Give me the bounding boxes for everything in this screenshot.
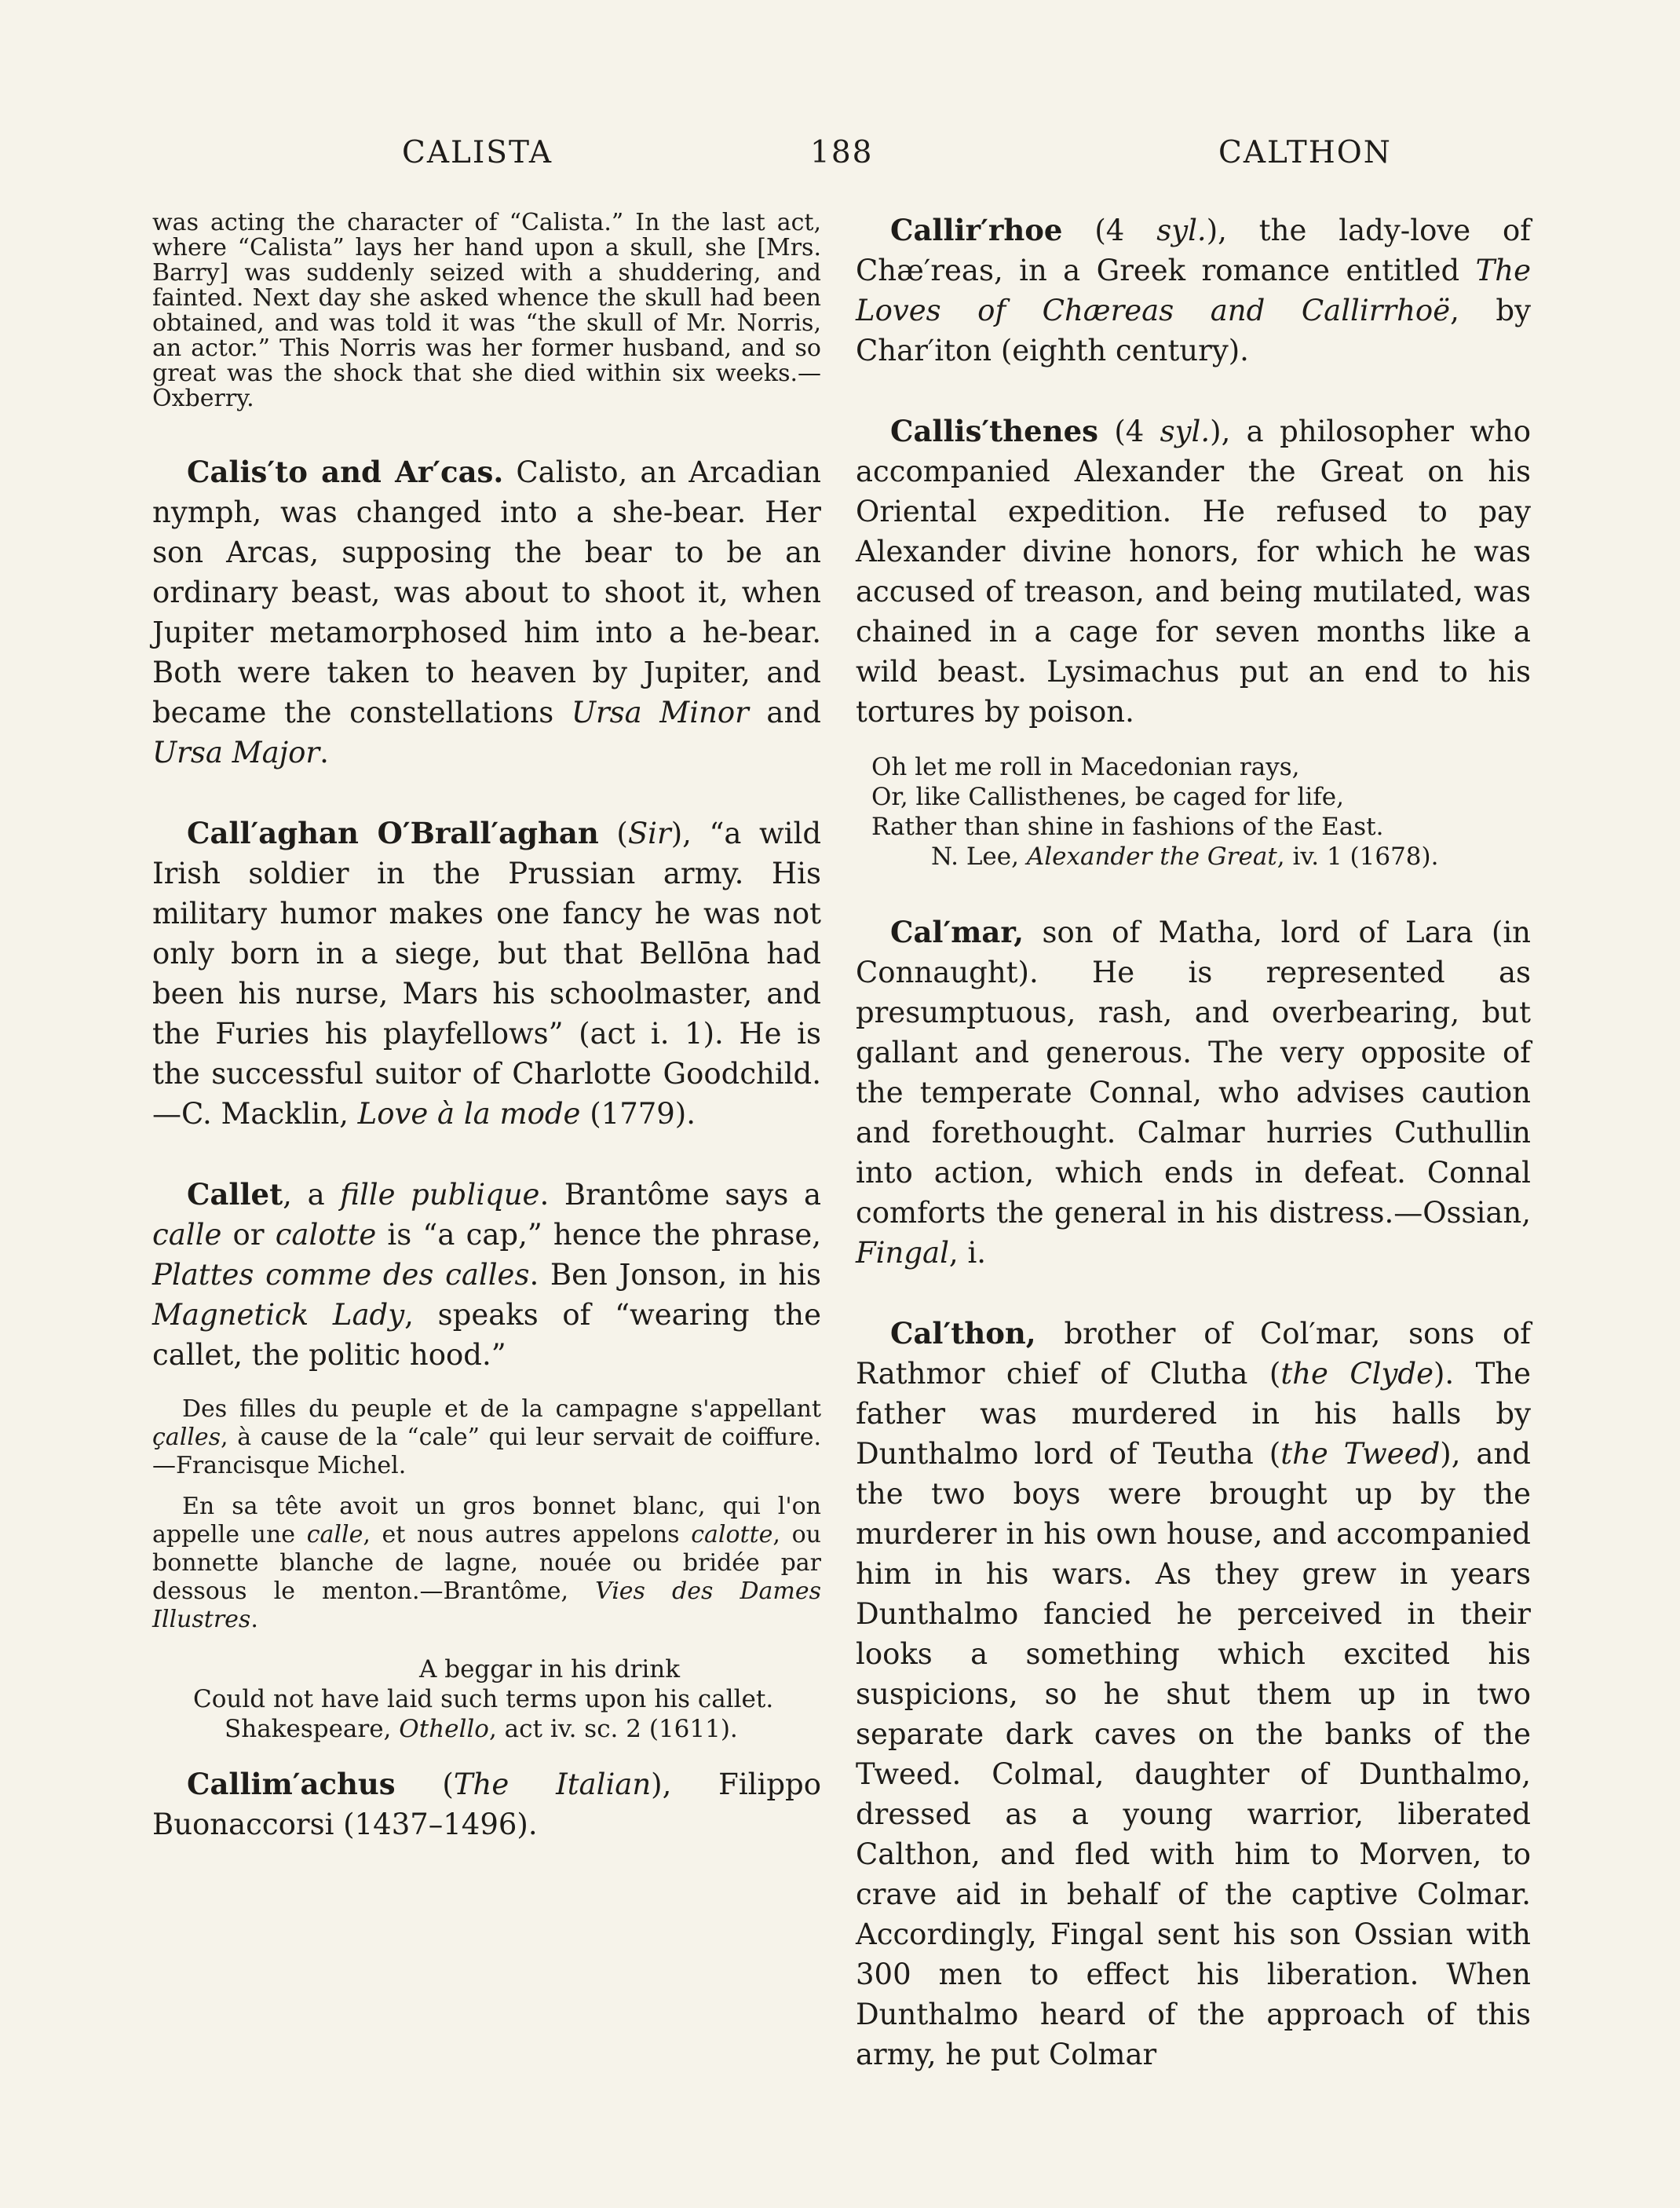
calisto-and: and bbox=[748, 696, 821, 729]
callisthenes-syl-open: (4 bbox=[1097, 415, 1160, 448]
calmar-title: Fingal bbox=[856, 1236, 949, 1270]
callimachus-close: ), bbox=[651, 1767, 719, 1801]
headword-callet: Callet bbox=[187, 1177, 283, 1212]
right-column bbox=[856, 210, 1531, 2075]
headword-calthon: Cal′thon, bbox=[890, 1316, 1036, 1351]
verse1-cite-b: Othello bbox=[399, 1715, 489, 1743]
quote2-a: En sa tête avoit un gros bonnet blanc, qui l'on appelle une bbox=[152, 1493, 821, 1548]
quote1-c: , à cause de la “cale” qui leur servait de coiffure.—Francisque Michel. bbox=[152, 1424, 821, 1479]
calisto-italic-2: Ursa Major bbox=[152, 736, 320, 770]
verse2-line2: Or, like Callisthenes, be caged for life, bbox=[871, 783, 1344, 811]
callet-t4: . Ben Jonson, in his bbox=[529, 1258, 821, 1292]
calisto-italic-1: Ursa Minor bbox=[571, 696, 749, 729]
callaghan-sir: Sir bbox=[627, 817, 671, 850]
entry-callaghan bbox=[152, 813, 821, 1134]
quote2-g: . bbox=[250, 1606, 258, 1633]
verse2-cite-b: Alexander the Great bbox=[1026, 843, 1277, 871]
callisthenes-syl: syl. bbox=[1160, 415, 1211, 448]
callaghan-sir-close: ), bbox=[670, 817, 710, 850]
callirrhoe-syl: syl. bbox=[1156, 214, 1207, 247]
running-header bbox=[0, 135, 1680, 182]
callet-lady: Magnetick Lady bbox=[152, 1298, 405, 1332]
callirrhoe-text: the lady-love of Chæ′reas, in a Greek romance entitled bbox=[856, 214, 1531, 287]
callet-calle: calle bbox=[152, 1218, 222, 1252]
callet-calotte: calotte bbox=[275, 1218, 377, 1252]
calthon-tweed: the Tweed bbox=[1280, 1437, 1441, 1471]
entry-calista-continuation: was acting the character of “Calista.” In the last act, where “Calista” lays her hand upon a skull, she [Mrs. Barry] was suddenly seized with a shuddering, and fainted. Next day she asked whence the skull had been obtained, and was told it was “the skull of Mr. Norris, an actor.” This Norris was her former husband, and so great was the shock that she died within six weeks.—Oxberry. bbox=[152, 209, 821, 412]
callet-fille: fille publique bbox=[340, 1178, 540, 1212]
header-left-guideword: CALISTA bbox=[402, 135, 553, 170]
verse2-line1: Oh let me roll in Macedonian rays, bbox=[871, 753, 1300, 781]
callet-t5: , speaks of “wearing the callet, the politic hood.” bbox=[152, 1298, 822, 1372]
page-number: 188 bbox=[810, 135, 874, 170]
calmar-text: son of Matha, lord of Lara (in Connaught). He is represented as presumptuous, rash, and overbearing, but gallant and generous. The very opposite of the temperate Connal, who advises caution and forethought. Calmar hurries Cuthullin into action, which ends in defeat. Connal comforts the general in his distress.—Ossian, bbox=[856, 916, 1531, 1230]
calthon-t1: brother of Col′mar, sons of Rathmor chief of Clutha ( bbox=[856, 1317, 1531, 1391]
callisthenes-text: a philosopher who accompanied Alexander the Great on his Oriental expedition. He refused to pay Alexander divine honors, for which he was accused of treason, and being mutilated, was chained in a cage for seven months like a wild beast. Lysimachus put an end to his tortures by poison. bbox=[856, 415, 1531, 729]
entry-calthon bbox=[856, 1314, 1531, 2075]
entry-calisto bbox=[152, 452, 821, 773]
quote1-a: Des filles du peuple et de la campagne s'appellant bbox=[182, 1395, 821, 1423]
verse2-cite-c: , iv. 1 (1678). bbox=[1276, 843, 1439, 871]
quote-brantome bbox=[152, 1493, 821, 1634]
entry-callet bbox=[152, 1175, 821, 1375]
entry-callirrhoe bbox=[856, 210, 1531, 371]
entry-callisthenes bbox=[856, 411, 1531, 732]
verse-othello bbox=[152, 1654, 821, 1744]
calthon-clyde: the Clyde bbox=[1280, 1357, 1433, 1391]
callet-t1: . Brantôme says a bbox=[539, 1178, 822, 1212]
verse1-line2: Could not have laid such terms upon his callet. bbox=[193, 1685, 774, 1713]
callimachus-open: ( bbox=[395, 1767, 454, 1801]
verse2-cite-a: N. Lee, bbox=[931, 843, 1027, 871]
quote2-d: calotte bbox=[691, 1521, 773, 1548]
headword-calmar: Cal′mar, bbox=[890, 915, 1024, 949]
left-column bbox=[152, 210, 821, 1844]
callirrhoe-end: , by Char′iton (eighth century). bbox=[856, 294, 1531, 367]
callirrhoe-syl-close: ), bbox=[1206, 214, 1259, 247]
quote-michel bbox=[152, 1395, 821, 1480]
quote2-e: , ou bonnette blanche de lagne, nouée ou bridée par dessous le menton.—Brantôme, bbox=[152, 1521, 821, 1605]
callet-t2: or bbox=[221, 1218, 276, 1252]
headword-callisthenes: Callis′thenes bbox=[890, 414, 1098, 448]
quote2-c: , et nous autres appelons bbox=[363, 1521, 692, 1548]
headword-callimachus: Callim′achus bbox=[187, 1767, 396, 1801]
callirrhoe-title: The Loves of Chæreas and Callirrhoë bbox=[856, 254, 1531, 327]
verse1-cite-a: Shakespeare, bbox=[225, 1715, 400, 1743]
verse2-line3: Rather than shine in fashions of the East. bbox=[871, 813, 1384, 841]
verse1-cite-c: , act iv. sc. 2 (1611). bbox=[488, 1715, 738, 1743]
callisthenes-syl-close: ), bbox=[1210, 415, 1247, 448]
headword-callaghan: Call′aghan O′Brall′aghan bbox=[187, 816, 599, 850]
callet-t0: , a bbox=[283, 1178, 341, 1212]
calthon-t3: ), and the two boys were brought up by the murderer in his own house, and accompanied him in his wars. As they grew in years Dunthalmo fancied he perceived in their looks a something which excited his suspicions, so he shut them up in two separate dark caves on the banks of the Tweed. Colmal, daughter of Dunthalmo, dressed as a young warrior, liberated Calthon, and fled with him to Morven, to crave aid in behalf of the captive Colmar. Accordingly, Fingal sent his son Ossian with 300 men to effect his liberation. When Dunthalmo heard of the approach of this army, he put Colmar bbox=[856, 1437, 1531, 2071]
verse-lee bbox=[856, 752, 1531, 872]
verse2-citation bbox=[856, 842, 1531, 872]
verse1-citation bbox=[152, 1714, 821, 1744]
headword-callirrhoe: Callir′rhoe bbox=[890, 213, 1063, 247]
entry-calmar bbox=[856, 912, 1531, 1273]
calmar-end: , i. bbox=[948, 1236, 987, 1270]
headword-calisto: Calis′to and Ar′cas. bbox=[187, 455, 504, 489]
calisto-text: Calisto, an Arcadian nymph, was changed into a she-bear. Her son Arcas, supposing the bear to be an ordinary beast, was about to shoot it, when Jupiter metamorphosed him into a he-bear. Both were taken to heaven by Jupiter, and became the constellations bbox=[152, 455, 821, 729]
verse1-line1: A beggar in his drink bbox=[419, 1655, 680, 1683]
callaghan-text: “a wild Irish soldier in the Prussian army. His military humor makes one fancy he was not only born in a siege, but that Bellōna had been his nurse, Mars his schoolmaster, and the Furies his playfellows” (act i. 1). He is the successful suitor of Charlotte Goodchild.—C. Macklin, bbox=[152, 817, 822, 1131]
callaghan-year: (1779). bbox=[580, 1097, 696, 1131]
quote2-f: Vies des Dames Illustres bbox=[152, 1577, 821, 1633]
entry-callimachus bbox=[152, 1764, 821, 1844]
quote1-b: çalles bbox=[152, 1424, 221, 1451]
header-right-guideword: CALTHON bbox=[1218, 135, 1392, 170]
calisto-end: . bbox=[320, 736, 329, 770]
callimachus-italic: The Italian bbox=[453, 1767, 652, 1801]
callet-phrase: Plattes comme des calles bbox=[152, 1258, 530, 1292]
calthon-t2: ). The father was murdered in his halls by Dunthalmo lord of Teutha ( bbox=[856, 1357, 1532, 1471]
quote2-b: calle bbox=[306, 1521, 363, 1548]
callaghan-sir-open: ( bbox=[598, 817, 628, 850]
callimachus-text: Filippo Buonaccorsi (1437–1496). bbox=[152, 1767, 821, 1841]
callaghan-title: Love à la mode bbox=[357, 1097, 581, 1131]
callet-t3: is “a cap,” hence the phrase, bbox=[376, 1218, 821, 1252]
callirrhoe-syl-open: (4 bbox=[1062, 214, 1157, 247]
